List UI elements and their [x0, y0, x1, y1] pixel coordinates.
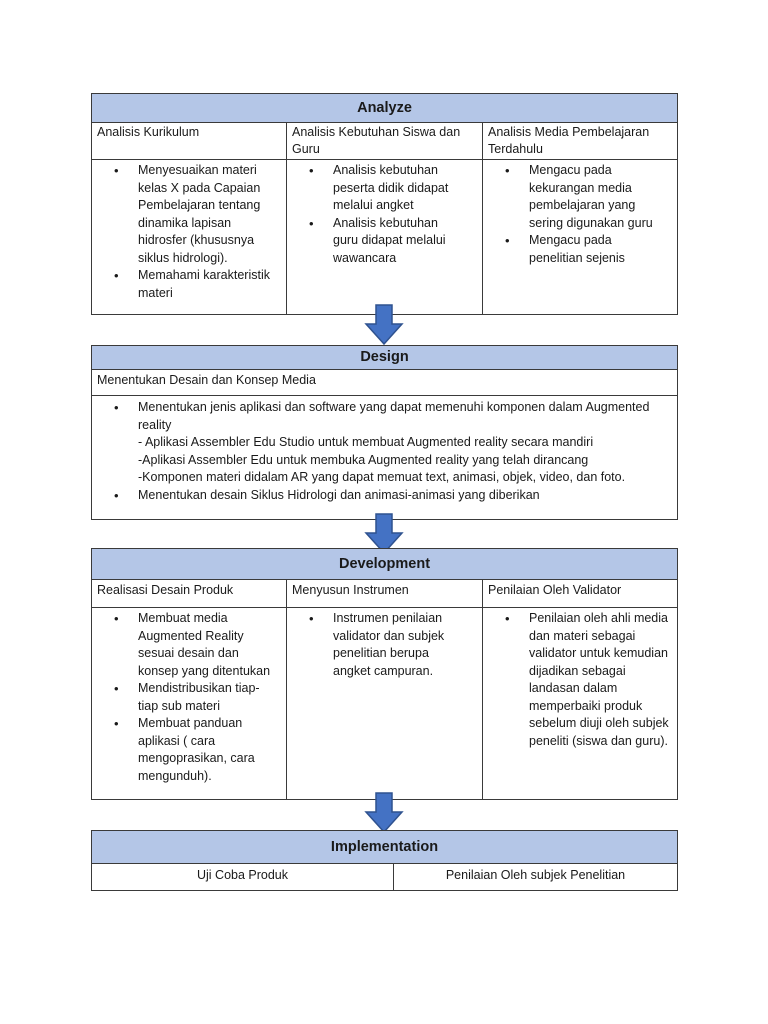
- down-arrow-icon: [364, 304, 404, 346]
- implementation-box: [91, 830, 678, 891]
- design-box: [91, 345, 678, 520]
- development-content-3: [483, 608, 677, 800]
- development-title: Development: [338, 556, 431, 572]
- development-content-1: [92, 608, 287, 800]
- implementation-left: Uji Coba Produk: [92, 864, 394, 890]
- development-content-2: [287, 608, 483, 800]
- analyze-label-2: Analisis Kebutuhan Siswa dan Guru: [287, 123, 483, 159]
- list-item: • Membuat panduan aplikasi ( cara mengoprasikan, cara mengunduh).: [92, 715, 272, 785]
- analyze-header: [92, 94, 677, 123]
- list-item: • Instrumen penilaian validator dan subjek penelitian berupa angket campuran.: [287, 610, 460, 680]
- design-label: Menentukan Desain dan Konsep Media: [92, 370, 677, 396]
- design-content: [92, 396, 677, 504]
- list-item: • Analisis kebutuhan guru didapat melalui wawancara: [287, 215, 464, 268]
- list-item: • Menyesuaikan materi kelas X pada Capaian Pembelajaran tentang dinamika lapisan hidrosfer (khususnya siklus hidrologi).: [92, 162, 272, 267]
- list-item: • Membuat media Augmented Reality sesuai desain dan konsep yang ditentukan: [92, 610, 272, 680]
- list-item: • Mengacu pada penelitian sejenis: [483, 232, 663, 267]
- analyze-content-row: [92, 160, 677, 315]
- list-item: • Menentukan jenis aplikasi dan software yang dapat memenuhi komponen dalam Augmented reality: [92, 399, 667, 434]
- analyze-content-2: [287, 160, 483, 315]
- implementation-title: Implementation: [330, 839, 439, 855]
- development-header: [92, 549, 677, 580]
- implementation-header: [92, 831, 677, 864]
- development-content-row: [92, 608, 677, 800]
- list-item: • Memahami karakteristik materi: [92, 267, 272, 302]
- analyze-box: [91, 93, 678, 315]
- development-label-3: Penilaian Oleh Validator: [488, 583, 622, 597]
- development-box: [91, 548, 678, 800]
- analyze-content-3: [483, 160, 677, 315]
- design-sub-2: -Aplikasi Assembler Edu untuk membuka Augmented reality yang telah dirancang: [138, 452, 589, 467]
- implementation-row: [92, 864, 677, 890]
- list-item: • Mengacu pada kekurangan media pembelajaran yang sering digunakan guru: [483, 162, 663, 232]
- design-sub-1: - Aplikasi Assembler Edu Studio untuk membuat Augmented reality secara mandiri: [138, 435, 594, 449]
- analyze-label-1: Analisis Kurikulum: [92, 123, 287, 159]
- development-label-1: Realisasi Desain Produk: [92, 580, 287, 607]
- list-item: • Mendistribusikan tiap-tiap sub materi: [92, 680, 272, 715]
- design-sub-3: -Komponen materi didalam AR yang dapat memuat text, animasi, objek, video, dan foto.: [138, 470, 626, 484]
- design-header: [92, 346, 677, 370]
- design-title: Design: [360, 349, 409, 365]
- analyze-label-3: Analisis Media Pembelajaran Terdahulu: [488, 125, 650, 156]
- list-item: • Analisis kebutuhan peserta didik didapat melalui angket: [287, 162, 464, 215]
- down-arrow-icon: [364, 792, 404, 834]
- list-item: • Penilaian oleh ahli media dan materi sebagai validator untuk kemudian dijadikan sebagai landasan dalam memperbaiki produk sebelum diuji oleh subjek peneliti (siswa dan guru).: [483, 610, 671, 750]
- development-label-row: [92, 580, 677, 608]
- analyze-title: Analyze: [357, 100, 412, 116]
- implementation-right: Penilaian Oleh subjek Penelitian: [445, 868, 626, 882]
- analyze-content-1: [92, 160, 287, 315]
- analyze-label-row: [92, 123, 677, 160]
- list-item: • Menentukan desain Siklus Hidrologi dan animasi-animasi yang diberikan: [92, 487, 667, 505]
- development-label-2: Menyusun Instrumen: [287, 580, 483, 607]
